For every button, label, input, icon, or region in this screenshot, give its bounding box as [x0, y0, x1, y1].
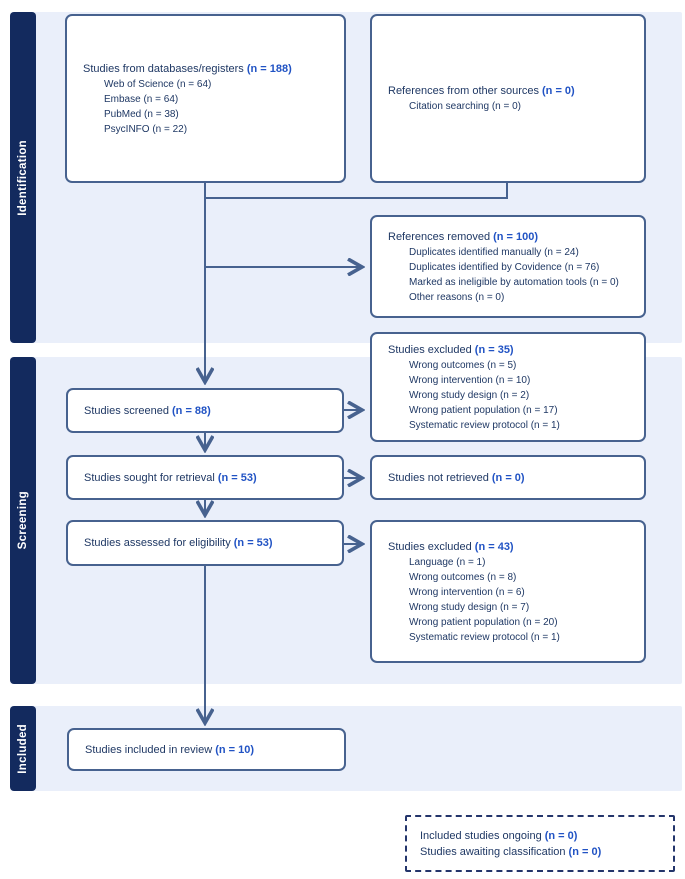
- box-title: Studies not retrieved (n = 0): [388, 471, 525, 484]
- box-item: Wrong study design (n = 2): [409, 389, 530, 401]
- box-item: Duplicates identified by Covidence (n = 76): [409, 261, 600, 273]
- box-title: Studies awaiting classification (n = 0): [420, 845, 602, 858]
- box-title: Included studies ongoing (n = 0): [420, 829, 578, 842]
- count-badge: (n = 100): [493, 230, 539, 243]
- box-item: Other reasons (n = 0): [409, 291, 505, 303]
- box-item: Wrong intervention (n = 10): [409, 374, 531, 386]
- box-title: Studies excluded (n = 35): [388, 343, 514, 356]
- screening-phase-label: [10, 357, 36, 684]
- box-item: Wrong outcomes (n = 8): [409, 571, 517, 583]
- box-title: References removed (n = 100): [388, 230, 539, 243]
- box-item: Wrong outcomes (n = 5): [409, 359, 517, 371]
- references-other-sources-box: [370, 14, 646, 183]
- box-item: Citation searching (n = 0): [409, 101, 522, 112]
- included-label-text: Included: [17, 723, 29, 774]
- references-removed-box: [370, 215, 646, 318]
- box-item: Systematic review protocol (n = 1): [409, 631, 560, 643]
- count-badge: (n = 0): [542, 85, 575, 97]
- studies-screened-box: [66, 388, 344, 433]
- box-item: Embase (n = 64): [104, 93, 179, 105]
- box-title: References from other sources (n = 0): [388, 85, 575, 97]
- count-badge: (n = 10): [215, 743, 255, 756]
- count-badge: (n = 53): [233, 537, 273, 549]
- studies-excluded-screening-box: [370, 332, 646, 442]
- box-item: Wrong study design (n = 7): [409, 601, 530, 613]
- studies-from-databases-box: [65, 14, 346, 183]
- count-badge: (n = 53): [217, 471, 257, 484]
- box-item: Language (n = 1): [409, 556, 486, 568]
- studies-assessed-eligibility-box: [66, 520, 344, 566]
- identification-phase-label: [10, 12, 36, 343]
- count-badge: (n = 188): [246, 62, 292, 75]
- screening-label-text: Screening: [17, 491, 29, 550]
- studies-excluded-eligibility-box: [370, 520, 646, 663]
- box-title: Studies included in review (n = 10): [85, 743, 255, 756]
- included-phase-label: [10, 706, 36, 791]
- count-badge: (n = 43): [474, 540, 514, 553]
- box-title: Studies sought for retrieval (n = 53): [84, 471, 257, 484]
- box-item: Web of Science (n = 64): [104, 78, 212, 90]
- box-item: Systematic review protocol (n = 1): [409, 419, 560, 431]
- studies-included-review-box: [67, 728, 346, 771]
- count-badge: (n = 0): [544, 829, 578, 842]
- box-item: PubMed (n = 38): [104, 108, 179, 120]
- box-item: PsycINFO (n = 22): [104, 123, 188, 135]
- box-item: Marked as ineligible by automation tools (n = 0): [409, 276, 619, 288]
- box-item: Wrong intervention (n = 6): [409, 586, 525, 598]
- box-item: Wrong patient population (n = 17): [409, 404, 558, 416]
- count-badge: (n = 35): [474, 343, 514, 356]
- count-badge: (n = 88): [172, 404, 211, 417]
- box-item: Wrong patient population (n = 20): [409, 616, 558, 628]
- box-title: Studies assessed for eligibility (n = 53): [84, 537, 273, 549]
- box-title: Studies excluded (n = 43): [388, 540, 514, 553]
- awaiting-classification-box: [405, 815, 675, 872]
- box-title: Studies screened (n = 88): [84, 404, 211, 417]
- count-badge: (n = 0): [491, 471, 525, 484]
- identification-label-text: Identification: [17, 139, 29, 216]
- studies-not-retrieved-box: [370, 455, 646, 500]
- box-item: Duplicates identified manually (n = 24): [409, 246, 579, 258]
- count-badge: (n = 0): [568, 845, 602, 858]
- studies-sought-retrieval-box: [66, 455, 344, 500]
- box-title: Studies from databases/registers (n = 188): [83, 62, 292, 75]
